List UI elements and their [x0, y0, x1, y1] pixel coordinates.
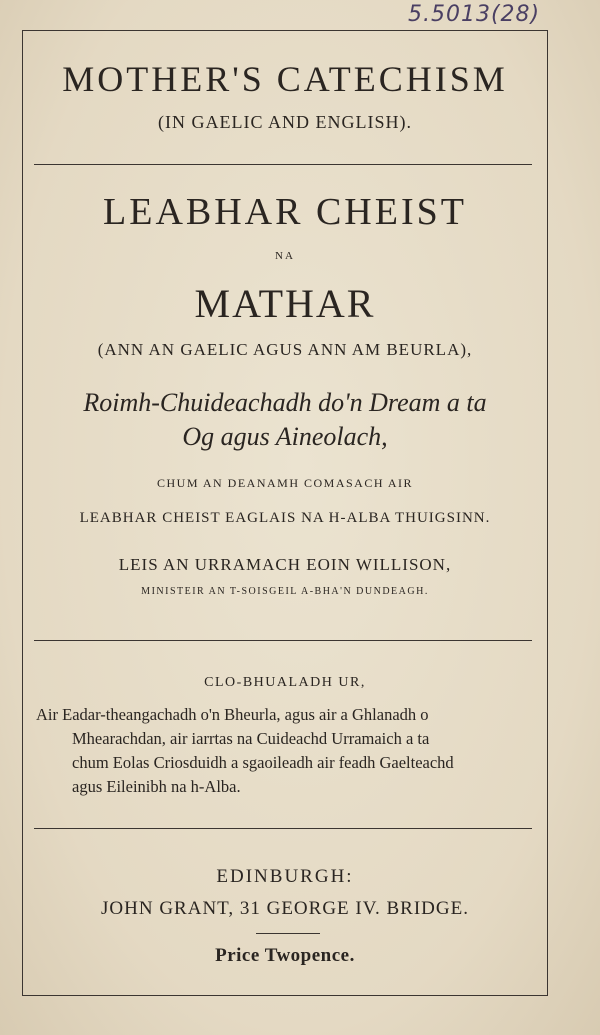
edition-line: Mhearachdan, air iarrtas na Cuideachd Urramaich a ta — [72, 729, 430, 748]
edition-line: Air Eadar-theangachadh o'n Bheurla, agus air a Ghlanadh o — [36, 705, 429, 724]
price-label: Price Twopence. — [215, 945, 355, 966]
gaelic-title-line4: (ANN AN GAELIC AGUS ANN AM BEURLA), — [97, 340, 473, 359]
italic-subtitle-line1: Roimh-Chuideachadh do'n Dream a ta — [83, 388, 487, 417]
edition-paragraph — [36, 703, 536, 799]
purpose-line1: CHUM AN DEANAMH COMASACH AIR — [156, 476, 414, 490]
short-divider-rule — [256, 933, 320, 934]
purpose-line2: LEABHAR CHEIST EAGLAIS NA H-ALBA THUIGSINN. — [79, 510, 491, 526]
edition-line: chum Eolas Criosduidh a sgaoileadh air feadh Gaelteachd — [72, 753, 454, 772]
divider-rule — [34, 828, 532, 829]
edition-heading: CLO-BHUALADH UR, — [204, 675, 366, 690]
italic-subtitle-line2: Og agus Aineolach, — [182, 422, 388, 451]
gaelic-title-line3: MATHAR — [194, 281, 376, 326]
english-title: MOTHER'S CATECHISM — [62, 59, 508, 99]
divider-rule — [34, 164, 532, 165]
edition-line: agus Eileinibh na h-Alba. — [72, 777, 241, 796]
english-subtitle: (IN GAELIC AND ENGLISH). — [158, 112, 412, 132]
gaelic-title-line1: LEABHAR CHEIST — [103, 191, 467, 233]
author-name: LEIS AN URRAMACH EOIN WILLISON, — [118, 555, 452, 574]
gaelic-title-line2: NA — [275, 250, 295, 262]
italic-subtitle — [22, 386, 548, 454]
shelfmark-annotation: 5.5013(28) — [408, 2, 541, 27]
author-role: MINISTEIR AN T-SOISGEIL A-BHA'N DUNDEAGH. — [141, 586, 429, 597]
imprint-city: EDINBURGH: — [216, 866, 354, 887]
imprint-publisher: JOHN GRANT, 31 GEORGE IV. BRIDGE. — [101, 898, 469, 919]
divider-rule — [34, 640, 532, 641]
